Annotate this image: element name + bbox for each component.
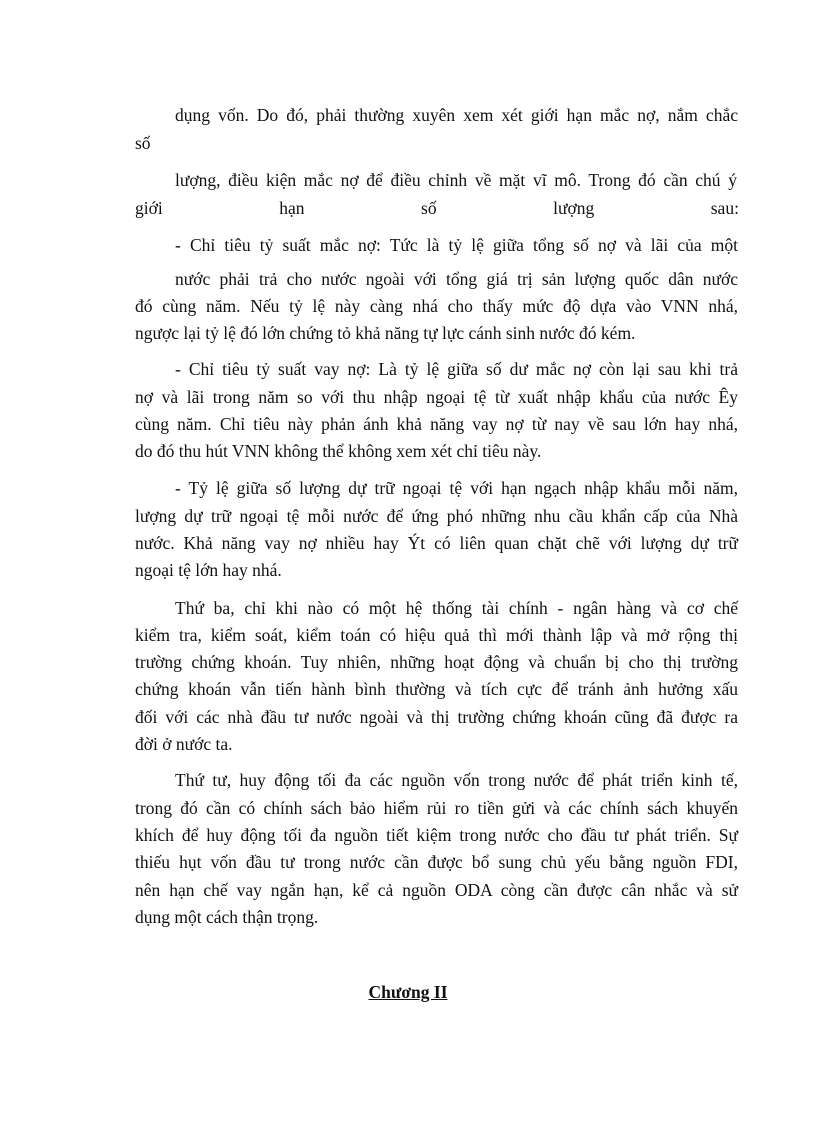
text-line: thiếu hụt vốn đầu tư trong nước cần được bổ sung chủ yếu bằng nguồn FDI, <box>135 852 738 872</box>
word: hạn <box>279 198 305 218</box>
text-line: cùng năm. Chỉ tiêu này phản ánh khả năng vay nợ từ nay về sau lớn hay nhá, <box>135 414 738 434</box>
text-line: khích để huy động tối đa nguồn tiết kiệm trong nước cho đầu tư phát triển. Sự <box>135 825 738 845</box>
text-line: dụng một cách thận trọng. <box>135 907 319 927</box>
text-line: nợ và lãi trong năm so với thu nhập ngoại tệ từ xuất nhập khẩu của nước Êy <box>135 387 738 407</box>
text-line: đối với các nhà đầu tư nước ngoài và thị trường chứng khoán cũng đã được ra <box>135 707 738 727</box>
text-line: số <box>135 133 151 153</box>
word: lượng <box>553 198 595 218</box>
text-line: - Chỉ tiêu tỷ suất mắc nợ: Tức là tỷ lệ giữa tổng số nợ và lãi của một <box>175 235 738 255</box>
text-line: trường chứng khoán. Tuy nhiên, những hoạt động và chuẩn bị cho thị trường <box>135 652 738 672</box>
text-line: đó cùng năm. Nếu tỷ lệ này càng nhá cho thấy mức độ dựa vào VNN nhá, <box>135 296 738 316</box>
text-line: do đó thu hút VNN không thể không xem xét chỉ tiêu này. <box>135 441 542 461</box>
justified-line <box>135 198 739 218</box>
text-line: nên hạn chế vay ngắn hạn, kể cả nguồn ODA còng cần được cân nhắc và sử <box>135 880 738 900</box>
chapter-heading <box>0 982 816 1002</box>
text-line: nước phải trả cho nước ngoài với tổng giá trị sản lượng quốc dân nước <box>175 269 738 289</box>
text-line: chứng khoán vẫn tiến hành bình thường và tích cực để tránh ảnh hưởng xấu <box>135 679 738 699</box>
word: số <box>421 198 437 218</box>
text-line: nước. Khả năng vay nợ nhiều hay Ýt có liên quan chặt chẽ với lượng dự trữ <box>135 533 738 553</box>
chapter-heading-text: Chương II <box>368 982 448 1002</box>
text-line: Thứ ba, chỉ khi nào có một hệ thống tài chính - ngân hàng và cơ chế <box>175 598 738 618</box>
word: sau: <box>710 198 739 218</box>
text-line: trong đó cần có chính sách bảo hiểm rủi ro tiền gửi và các chính sách khuyến <box>135 798 738 818</box>
text-line: - Tỷ lệ giữa số lượng dự trữ ngoại tệ với hạn ngạch nhập khẩu mỗi năm, <box>175 478 738 498</box>
text-line: dụng vốn. Do đó, phải thường xuyên xem xét giới hạn mắc nợ, nắm chắc <box>175 105 738 125</box>
text-line: Thứ tư, huy động tối đa các nguồn vốn trong nước để phát triển kinh tế, <box>175 770 738 790</box>
text-line: lượng dự trữ ngoại tệ mỗi nước để ứng phó những nhu cầu khẩn cấp của Nhà <box>135 506 738 526</box>
text-line: - Chỉ tiêu tỷ suất vay nợ: Là tỷ lệ giữa số dư mắc nợ còn lại sau khi trả <box>175 359 738 379</box>
text-line: lượng, điều kiện mắc nợ để điều chỉnh về mặt vĩ mô. Trong đó cần chú ý <box>175 170 737 190</box>
text-line: đời ở nước ta. <box>135 734 233 754</box>
word: giới <box>135 198 163 218</box>
text-line: ngoại tệ lớn hay nhá. <box>135 560 282 580</box>
text-line: ngược lại tỷ lệ đó lớn chứng tỏ khả năng tự lực cánh sinh nước đó kém. <box>135 323 636 343</box>
text-line: kiểm tra, kiểm soát, kiểm toán có hiệu quả thì mới thành lập và mở rộng thị <box>135 625 738 645</box>
